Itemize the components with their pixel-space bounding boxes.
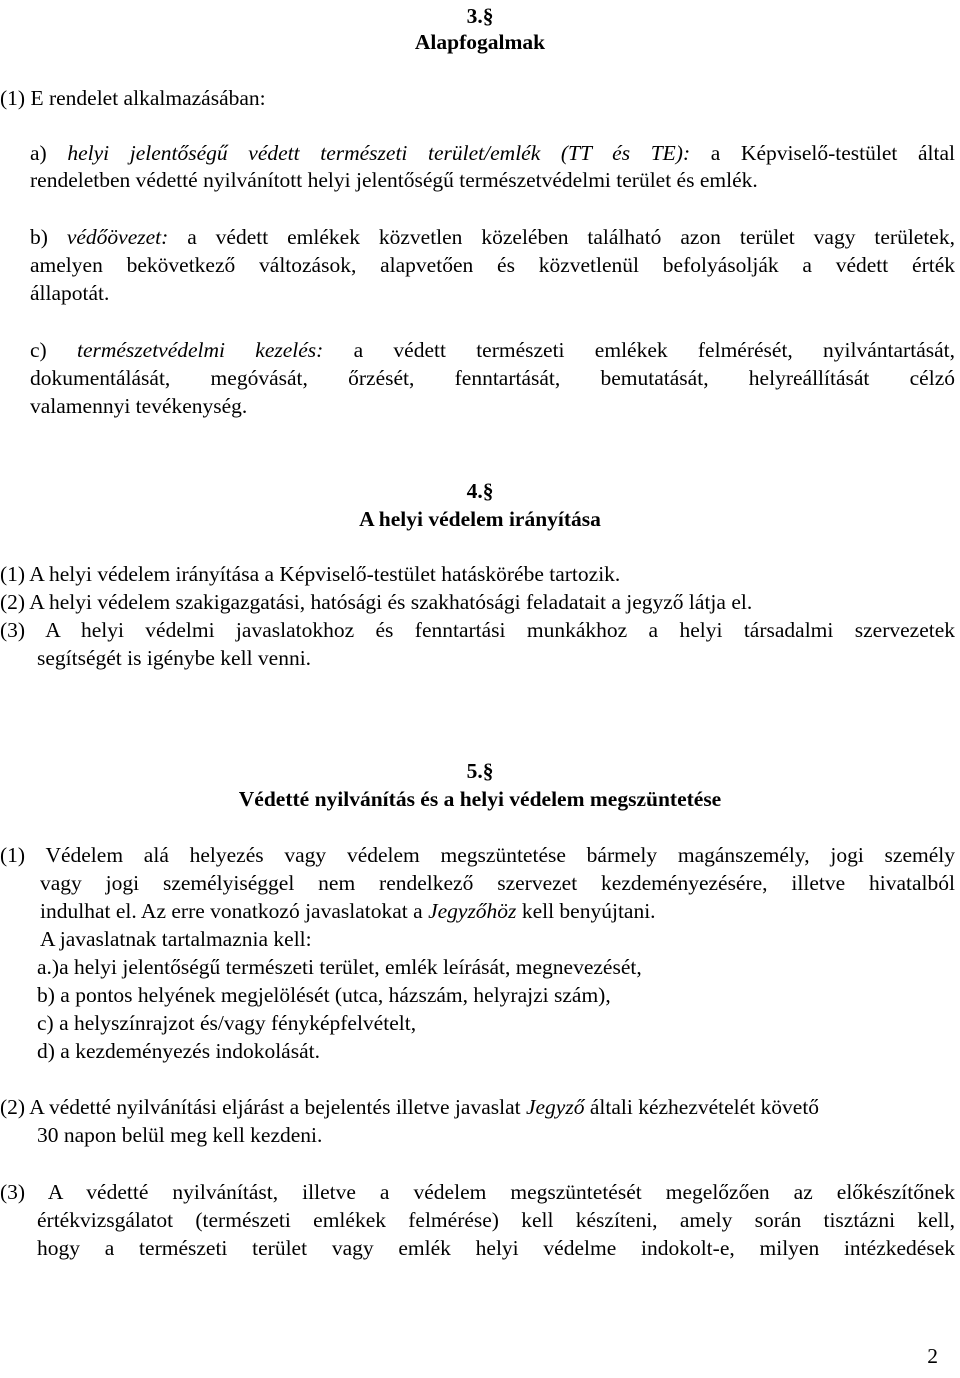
section-4-number: 4.§ (466, 479, 494, 503)
section-5-paragraph-1-text-end: kell benyújtani. (516, 899, 656, 923)
definition-c-prefix: c) (30, 338, 77, 362)
list-item: c) a helyszínrajzot és/vagy fényképfelvételt, (37, 1011, 417, 1035)
definition-a-line2: rendeletben védetté nyilvánított helyi jelentőségű természetvédelmi terület és emlék. (30, 168, 758, 192)
section-5-number: 5.§ (466, 759, 494, 783)
definition-a-prefix: a) (30, 141, 68, 165)
section-5-paragraph-1-line3 (40, 897, 656, 925)
section-5-paragraph-2-text: (2) A védetté nyilvánítási eljárást a bejelentés illetve javaslat (0, 1095, 526, 1119)
list-item: b) a pontos helyének megjelölését (utca, házszám, helyrajzi szám), (37, 983, 611, 1007)
definition-c-line2: dokumentálását, megóvását, őrzését, fenntartását, bemutatását, helyreállítását célzó (30, 366, 955, 390)
section-5-paragraph-1-text: indulhat el. Az erre vonatkozó javaslatokat a (40, 899, 429, 923)
section-5-paragraph-3-line1: (3) A védetté nyilvánítást, illetve a védelem megszüntetését megelőzően az előkészítőnek (0, 1180, 955, 1204)
section-5-paragraph-1-line4: A javaslatnak tartalmaznia kell: (40, 927, 312, 951)
section-5-paragraph-1-line1: (1) Védelem alá helyezés vagy védelem megszüntetése bármely magánszemély, jogi személy (0, 843, 955, 867)
definition-a-term: helyi jelentőségű védett természeti terület/emlék (TT és TE): (67, 141, 691, 165)
definition-c-text: a védett természeti emlékek felmérését, nyilvántartását, (323, 338, 955, 362)
section-4-title: A helyi védelem irányítása (359, 507, 601, 531)
section-4-paragraph-2: (2) A helyi védelem szakigazgatási, hatósági és szakhatósági feladatait a jegyző látja el. (0, 590, 753, 614)
section-5-jegyzohoz: Jegyzőhöz (428, 899, 517, 923)
section-3-intro: (1) E rendelet alkalmazásában: (0, 86, 266, 110)
definition-c-term: természetvédelmi kezelés: (76, 338, 324, 362)
definition-b-term: védőövezet: (66, 225, 169, 249)
section-5-paragraph-3-line2: értékvizsgálatot (természeti emlékek felmérése) kell készíteni, amely során tisztázni kell, (37, 1208, 955, 1232)
definition-b-line3: állapotát. (30, 281, 110, 305)
list-item: a.)a helyi jelentőségű természeti terület, emlék leírását, megnevezését, (37, 955, 642, 979)
list-item: d) a kezdeményezés indokolását. (37, 1039, 320, 1063)
definition-c-line3: valamennyi tevékenység. (30, 394, 248, 418)
section-3-number: 3.§ (466, 4, 494, 28)
definition-b-line2: amelyen bekövetkező változások, alapvetően és közvetlenül befolyásolják a védett érték (30, 253, 955, 277)
definition-a-line1 (30, 139, 955, 167)
section-5-jegyzo: Jegyző (525, 1095, 585, 1119)
definition-b-line1 (30, 223, 955, 251)
section-5-paragraph-2-line1 (0, 1093, 819, 1121)
section-5-paragraph-2-text-end: általi kézhezvételét követő (584, 1095, 820, 1119)
section-5-paragraph-3-line3: hogy a természeti terület vagy emlék helyi védelme indokolt-e, milyen intézkedések (37, 1236, 955, 1260)
definition-a-text: a Képviselő-testület által (690, 141, 955, 165)
section-4-paragraph-3-line1: (3) A helyi védelmi javaslatokhoz és fenntartási munkákhoz a helyi társadalmi szervezetek (0, 618, 955, 642)
section-5-title: Védetté nyilvánítás és a helyi védelem megszüntetése (238, 787, 722, 811)
section-5-paragraph-1-line2: vagy jogi személyiséggel nem rendelkező szervezet kezdeményezésére, illetve hivatalból (40, 871, 955, 895)
definition-b-text: a védett emlékek közvetlen közelében található azon terület vagy területek, (168, 225, 955, 249)
page-number: 2 (927, 1344, 938, 1368)
definition-b-prefix: b) (30, 225, 67, 249)
section-4-paragraph-3-line2: segítségét is igénybe kell venni. (37, 646, 312, 670)
section-3-title: Alapfogalmak (414, 30, 546, 54)
section-4-paragraph-1: (1) A helyi védelem irányítása a Képviselő-testület hatáskörébe tartozik. (0, 562, 621, 586)
section-5-paragraph-2-line2: 30 napon belül meg kell kezdeni. (37, 1123, 323, 1147)
definition-c-line1 (30, 336, 955, 364)
